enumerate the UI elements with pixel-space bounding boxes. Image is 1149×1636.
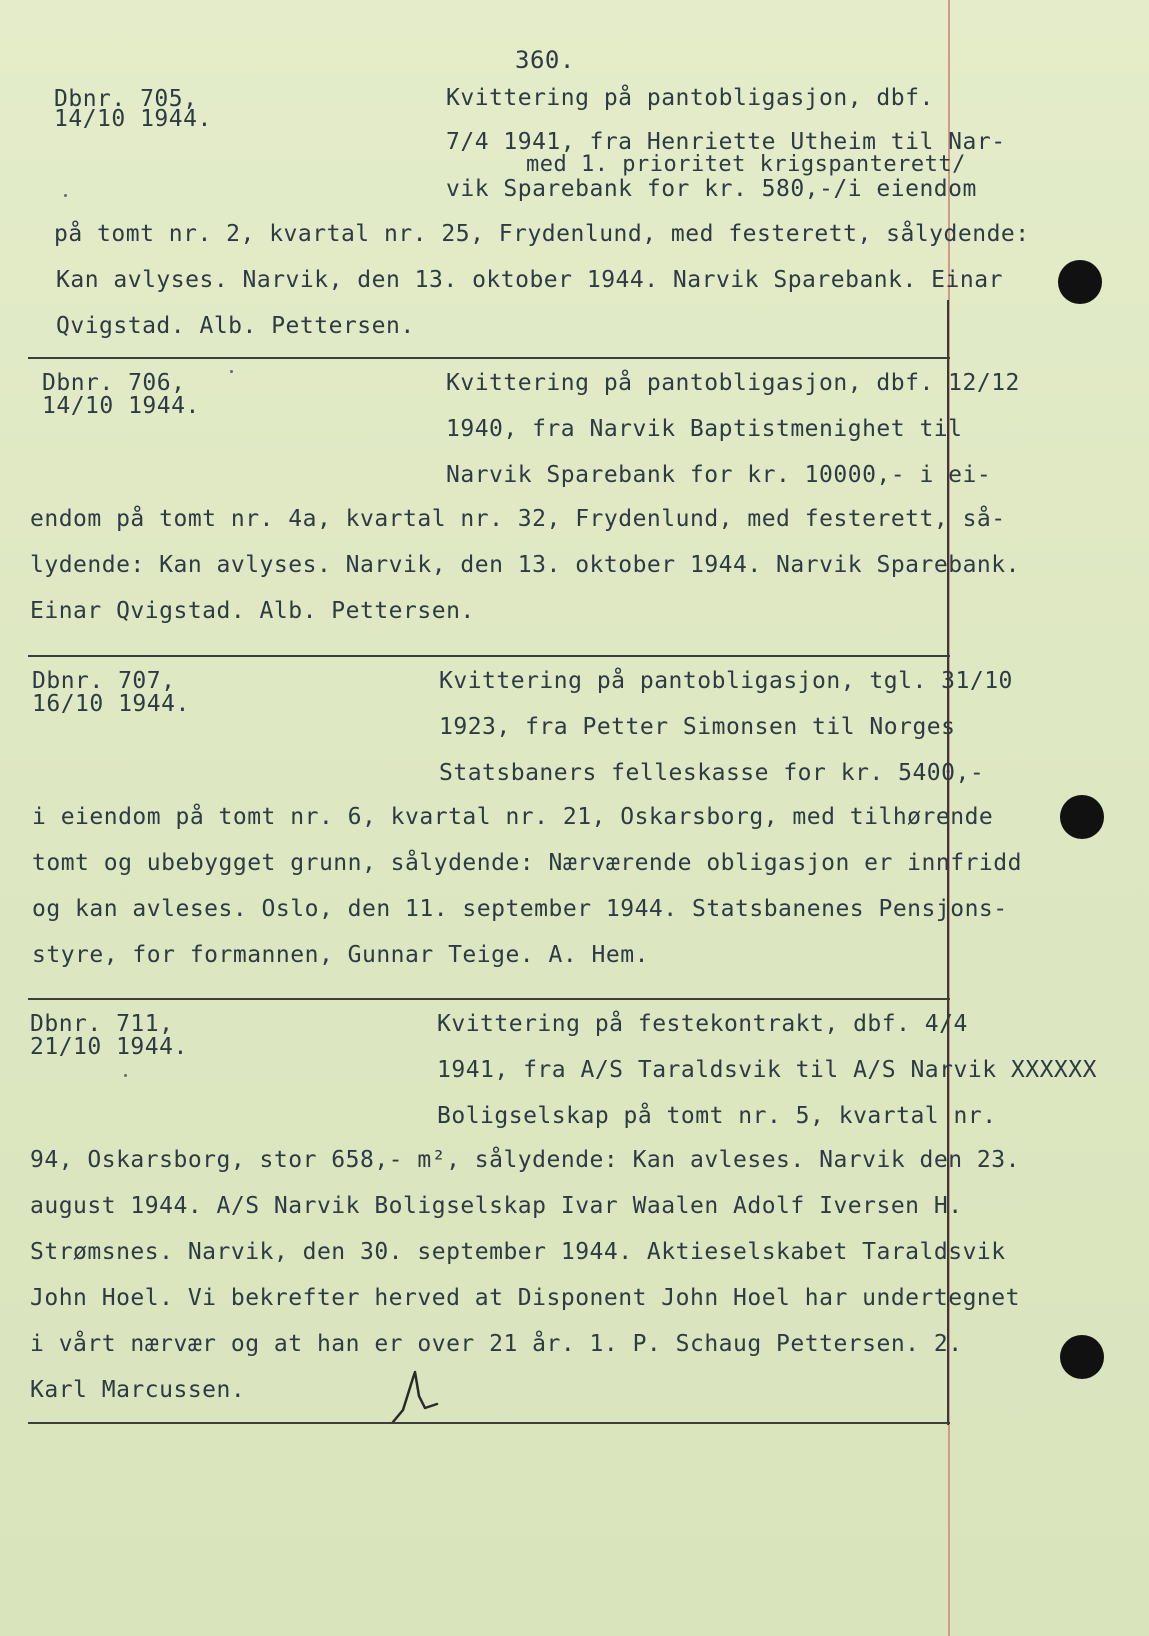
entry-date: 14/10 1944. xyxy=(42,393,200,419)
entry-line: Einar Qvigstad. Alb. Pettersen. xyxy=(30,598,475,624)
entry-line: på tomt nr. 2, kvartal nr. 25, Frydenlund, med festerett, sålydende: xyxy=(54,221,1030,247)
entry-date: 16/10 1944. xyxy=(32,691,190,717)
entry-line: John Hoel. Vi bekrefter herved at Disponent John Hoel har undertegnet xyxy=(30,1285,1020,1311)
entry-line: 94, Oskarsborg, stor 658,- m², sålydende: Kan avleses. Narvik den 23. xyxy=(30,1147,1020,1173)
entry-line: Kan avlyses. Narvik, den 13. oktober 1944. Narvik Sparebank. Einar xyxy=(56,267,1003,293)
entry-line: endom på tomt nr. 4a, kvartal nr. 32, Frydenlund, med festerett, så- xyxy=(30,506,1006,532)
entry-ref: Dbnr. 705, xyxy=(54,86,198,112)
punch-hole-top xyxy=(1058,260,1102,304)
entry-line: 1940, fra Narvik Baptistmenighet til xyxy=(446,416,963,442)
entry-line: med 1. prioritet krigspanterett/ xyxy=(526,152,966,177)
entry-ref: Dbnr. 707, xyxy=(32,668,176,694)
page-number: 360. xyxy=(515,46,575,74)
entry-line: Narvik Sparebank for kr. 10000,- i ei- xyxy=(446,462,992,488)
paper-speck xyxy=(230,370,233,373)
entry-line: tomt og ubebygget grunn, sålydende: Nærværende obligasjon er innfridd xyxy=(32,850,1022,876)
entry-line: 1923, fra Petter Simonsen til Norges xyxy=(439,714,956,740)
entry-line: Kvittering på pantobligasjon, tgl. 31/10 xyxy=(439,668,1013,694)
entry-line: lydende: Kan avlyses. Narvik, den 13. oktober 1944. Narvik Sparebank. xyxy=(30,552,1020,578)
entry-line: vik Sparebank for kr. 580,-/i eiendom xyxy=(446,176,977,202)
entry-line: 1941, fra A/S Taraldsvik til A/S Narvik XXXXXX xyxy=(437,1057,1097,1083)
entry-date: 14/10 1944. xyxy=(54,106,212,132)
paper-speck xyxy=(124,1074,127,1077)
entry-ref: Dbnr. 711, xyxy=(30,1011,174,1037)
entry-line: august 1944. A/S Narvik Boligselskap Ivar Waalen Adolf Iversen H. xyxy=(30,1193,963,1219)
entry-line: Kvittering på pantobligasjon, dbf. 12/12 xyxy=(446,370,1020,396)
punch-hole-bottom xyxy=(1060,1335,1104,1379)
signature-mark xyxy=(385,1360,455,1430)
entry-line: i eiendom på tomt nr. 6, kvartal nr. 21, Oskarsborg, med tilhørende xyxy=(32,804,994,830)
entry-line: Strømsnes. Narvik, den 30. september 1944. Aktieselskabet Taraldsvik xyxy=(30,1239,1006,1265)
entry-line: styre, for formannen, Gunnar Teige. A. Hem. xyxy=(32,942,649,968)
entry-separator xyxy=(28,1422,950,1424)
entry-date: 21/10 1944. xyxy=(30,1034,188,1060)
entry-line: Statsbaners felleskasse for kr. 5400,- xyxy=(439,760,985,786)
punch-hole-middle xyxy=(1060,795,1104,839)
entry-line: Kvittering på festekontrakt, dbf. 4/4 xyxy=(437,1011,968,1037)
entry-line: Qvigstad. Alb. Pettersen. xyxy=(56,313,415,339)
entry-line: i vårt nærvær og at han er over 21 år. 1. P. Schaug Pettersen. 2. xyxy=(30,1331,963,1357)
entry-line: Boligselskap på tomt nr. 5, kvartal nr. xyxy=(437,1103,997,1129)
entry-line: og kan avleses. Oslo, den 11. september 1944. Statsbanenes Pensjons- xyxy=(32,896,1008,922)
entry-line: Karl Marcussen. xyxy=(30,1377,246,1403)
entry-separator xyxy=(28,998,950,1000)
entry-separator xyxy=(28,357,950,359)
entry-line: Kvittering på pantobligasjon, dbf. xyxy=(446,85,934,111)
entry-line: 7/4 1941, fra Henriette Utheim til Nar- xyxy=(446,129,1006,155)
entry-separator xyxy=(28,655,950,657)
paper-speck xyxy=(64,194,67,197)
entry-ref: Dbnr. 706, xyxy=(42,370,186,396)
